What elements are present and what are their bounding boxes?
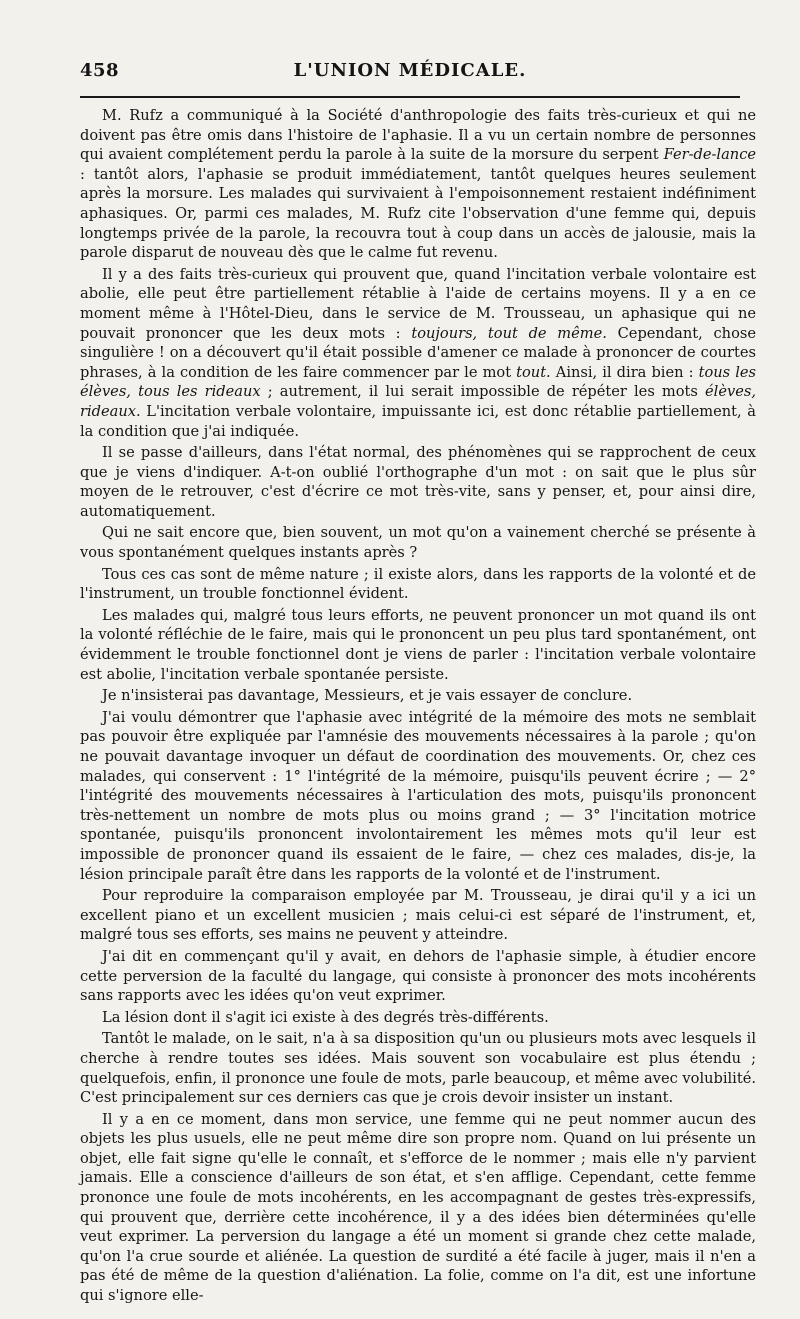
paragraph (80, 606, 756, 684)
text-run: Qui ne sait encore que, bien souvent, un mot qu'on a vainement cherché se présente à vous spontanément quelques instants après ? (80, 524, 756, 562)
paragraph (80, 886, 756, 945)
italic-text: tout. (516, 363, 551, 381)
paragraph (80, 1008, 756, 1028)
paragraph (80, 443, 756, 521)
text-run: Pour reproduire la comparaison employée par M. Trousseau, je dirai qu'il y a ici un excellent piano et un excellent musicien ; mais celui-ci est séparé de l'instrument, et, malgré tous ses efforts, ses mains ne peuvent y atteindre. (80, 887, 756, 944)
text-run: La lésion dont il s'agit ici existe à des degrés très-différents. (102, 1008, 549, 1026)
text-run: Il y a des faits très-curieux qui prouvent que, quand l'incitation verbale volontaire est abolie, elle peut être partiellement rétablie à l'aide de certains moyens. Il y a en ce moment même à l'Hôtel-Dieu, dans le service de M. Trousseau, un aphasique qui ne pouvait prononcer que les deux mots : (80, 265, 756, 342)
paragraph (80, 565, 756, 604)
text-run: Ainsi, il dira bien : (550, 363, 699, 381)
text-run: J'ai voulu démontrer que l'aphasie avec intégrité de la mémoire des mots ne semblait pas pouvoir être expliquée par l'amnésie des mouvements nécessaires à la parole ; qu'on ne pouvait davantage invoquer un défaut de coordination des mouvements. Or, chez ces malades, qui conservent : 1° l'intégrité de la mémoire, puisqu'ils peuvent écrire ; — 2° l'intégrité des mouvements nécessaires à l'articulation des mots, puisqu'ils prononcent très-nettement un nombre de mots plus ou moins grand ; — 3° l'incitation motrice spontanée, puisqu'ils prononcent involontairement les mêmes mots qu'il leur est impossible de prononcer quand ils essaient de le faire, — chez ces malades, dis-je, la lésion principale paraît être dans les rapports de la volonté et de l'instrument. (80, 708, 756, 883)
text-run: Tous ces cas sont de même nature ; il existe alors, dans les rapports de la volonté et de l'instrument, un trouble fonctionnel évident. (80, 565, 756, 603)
paragraph (80, 947, 756, 1006)
text-run: Je n'insisterai pas davantage, Messieurs, et je vais essayer de conclure. (102, 687, 633, 705)
header-rule (80, 96, 740, 98)
paragraph (80, 1029, 756, 1107)
text-run: : tantôt alors, l'aphasie se produit immédiatement, tantôt quelques heures seulement après la morsure. Les malades qui survivaient à l'empoisonnement restaient indéfiniment aphasiques. Or, parmi ces malades, M. Rufz cite l'observation d'une femme qui, depuis longtemps privée de la parole, la recouvra tout à coup dans un accès de jalousie, mais la parole disparut de nouveau dès que le calme fut revenu. (80, 165, 756, 262)
paragraph (80, 708, 756, 884)
page-header (80, 60, 740, 90)
italic-text: élèves, rideaux. (80, 383, 756, 420)
text-run: ; autrement, il lui serait impossible de répéter les mots (260, 383, 706, 401)
paragraph (80, 523, 756, 562)
text-run: J'ai dit en commençant qu'il y avait, en dehors de l'aphasie simple, à étudier encore cette perversion de la faculté du langage, qui consiste à prononcer des mots incohérents sans rapports avec les idées qu'on veut exprimer. (80, 947, 756, 1005)
text-run: Cependant, chose singulière ! on a découvert qu'il était possible d'amener ce malade à prononcer de courtes phrases, à la condition de les faire commencer par le mot (80, 324, 756, 381)
running-title: L'UNION MÉDICALE. (293, 60, 527, 81)
paragraph (80, 106, 756, 263)
text-run: Tantôt le malade, on le sait, n'a à sa disposition qu'un ou plusieurs mots avec lesquels il cherche à rendre toutes ses idées. Mais souvent son vocabulaire est plus étendu ; quelquefois, enfin, il prononce une foule de mots, parle beaucoup, et même avec volubilité. C'est principalement sur ces derniers cas que je crois devoir insister un instant. (80, 1030, 756, 1107)
italic-text: toujours, tout de même. (411, 324, 607, 342)
text-run: Il y a en ce moment, dans mon service, une femme qui ne peut nommer aucun des objets les plus usuels, elle ne peut même dire son propre nom. Quand on lui présente un objet, elle fait signe qu'elle le connaît, et s'efforce de le nommer ; mais elle n'y parvient jamais. Elle a conscience d'ailleurs de son état, et s'en afflige. Cependant, cette femme prononce une foule de mots incohérents, en les accompagnant de gestes très-expressifs, qui prouvent que, derrière cette incohérence, il y a des idées bien déterminées qu'elle veut exprimer. La perversion du langage a été un moment si grande chez cette malade, qu'on l'a crue sourde et aliénée. La question de surdité a été facile à juger, mais il n'en a pas été de même de la question d'aliénation. La folie, comme on l'a dit, est une infortune qui s'ignore elle- (80, 1110, 756, 1305)
italic-text: tous les élèves, tous les rideaux (80, 363, 756, 401)
italic-text: Fer-de-lance (663, 146, 756, 164)
text-run: L'incitation verbale volontaire, impuissante ici, est donc rétablie partiellement, à la condition que j'ai indiquée. (80, 402, 756, 440)
text-run: Il se passe d'ailleurs, dans l'état normal, des phénomènes qui se rapprochent de ceux que je viens d'indiquer. A-t-on oublié l'orthographe d'un mot : on sait que le plus sûr moyen de le retrouver, c'est d'écrire ce mot très-vite, sans y penser, et, pour ainsi dire, automatiquement. (80, 444, 756, 520)
paragraph (80, 265, 756, 441)
body-text (80, 106, 756, 1308)
text-run: Les malades qui, malgré tous leurs efforts, ne peuvent prononcer un mot quand ils ont la volonté réfléchie de le faire, mais qui le prononcent un peu plus tard spontanément, ont évidemment le trouble fonctionnel dont je viens de parler : l'incitation verbale volontaire est abolie, l'incitation verbale spontanée persiste. (80, 606, 756, 683)
paragraph (80, 1110, 756, 1306)
text-run: M. Rufz a communiqué à la Société d'anthropologie des faits très-curieux et qui ne doivent pas être omis dans l'histoire de l'aphasie. Il a vu un certain nombre de personnes qui avaient complétement perdu la parole à la suite de la morsure du serpent (80, 107, 756, 164)
paragraph (80, 686, 756, 706)
page-number: 458 (80, 60, 120, 81)
